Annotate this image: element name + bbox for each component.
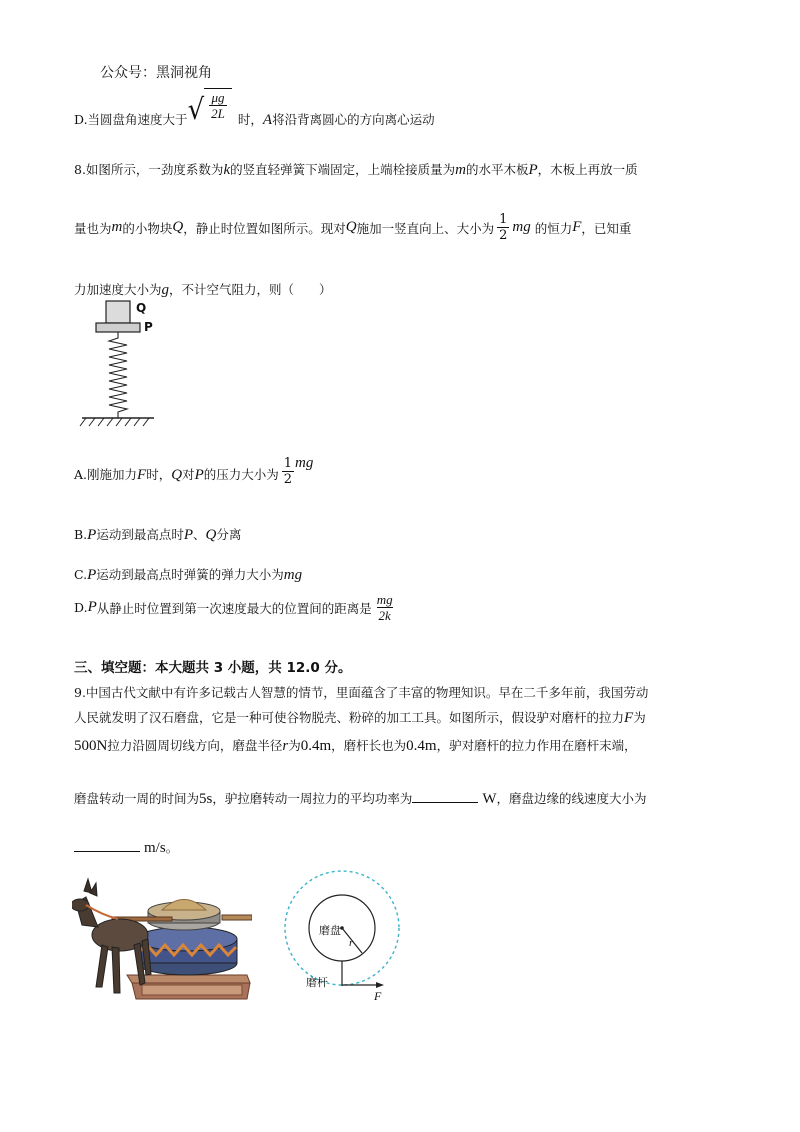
spring-figure — [74, 298, 164, 433]
q8-option-a — [74, 455, 313, 486]
q9-line-3 — [74, 736, 637, 755]
var-k: k — [223, 162, 231, 178]
q8-text: C. — [74, 567, 88, 582]
q8-option-d — [74, 593, 398, 622]
q9-line-4 — [74, 789, 647, 808]
var-p: P — [183, 527, 194, 543]
label-mogan: 磨杆 — [306, 976, 328, 989]
q8-text: 的水平木板 — [465, 162, 529, 177]
value-force: 500N — [74, 738, 108, 754]
var-m: m — [111, 219, 123, 235]
q8-text: 的恒力 — [534, 220, 573, 236]
q9-text: ，驴拉磨转动一周拉力的平均功率为 — [212, 791, 413, 806]
q8-text: ，已知重 — [581, 220, 632, 236]
q8-option-b — [74, 525, 241, 544]
fig-label-q: Q — [136, 301, 147, 315]
q8-text: 的压力大小为 — [203, 467, 279, 482]
fraction-half: $\frac{1}{2}$ — [499, 212, 508, 243]
q9-text: 拉力沿圆周切线方向，磨盘半径 — [107, 738, 283, 753]
sqrt-numerator: μg — [211, 90, 225, 105]
q9-text: ，驴对磨杆的拉力作用在磨杆末端， — [436, 738, 637, 753]
q8-text: 力加速度大小为 — [74, 282, 162, 297]
answer-blank-speed[interactable] — [74, 851, 140, 852]
answer-blank-power[interactable] — [412, 802, 478, 803]
q8-text: 运动到最高点时 — [96, 527, 184, 542]
q8-text: A.刚施加力 — [74, 467, 138, 482]
q8-text: 8.如图所示，一劲度系数为 — [74, 162, 224, 177]
var-q: Q — [205, 527, 217, 543]
q8-text: ，静止时位置如图所示。现对 — [183, 220, 346, 236]
var-m: m — [455, 162, 466, 178]
value-rod: 0.4m — [406, 738, 437, 754]
var-p: P — [194, 467, 204, 483]
q9-line-5 — [74, 838, 178, 857]
var-q: Q — [172, 219, 184, 235]
q8-line-1 — [74, 160, 638, 179]
label-r: r — [349, 937, 354, 949]
fraction-mg-2k: $\frac{mg}{2k}$ — [376, 592, 393, 623]
q8-text: 运动到最高点时弹簧的弹力大小为 — [96, 567, 284, 582]
millstone-diagram — [272, 868, 412, 1008]
var-f: F — [137, 467, 147, 483]
var-p: P — [87, 567, 97, 583]
donkey-millstone-image — [72, 875, 252, 1005]
value-time: 5s — [199, 791, 213, 807]
q8-line-3 — [74, 280, 332, 299]
q9-line-1: 9.中国古代文献中有许多记载古人智慧的情节，里面蕴含了丰富的物理知识。早在二千多年前，我国劳动 — [74, 685, 649, 700]
var-mg: mg — [283, 567, 303, 583]
sqrt-denominator: 2L — [211, 106, 225, 121]
q9-text: ，磨盘边缘的线速度大小为 — [496, 791, 647, 806]
q9-text: 为 — [633, 710, 646, 725]
q8-text: 、 — [193, 527, 206, 542]
q8-text: 施加一竖直向上、大小为 — [356, 220, 495, 236]
q7-option-d — [74, 88, 435, 132]
var-p: P — [87, 599, 97, 615]
var-q: Q — [345, 219, 357, 235]
q9-text: ，磨杆长也为 — [331, 738, 407, 753]
var-f: F — [624, 710, 634, 726]
q8-text: B. — [74, 527, 88, 542]
q9-text: 为 — [288, 738, 301, 753]
q8-text: 分离 — [216, 527, 242, 542]
var-p: P — [528, 162, 538, 178]
var-f: F — [572, 219, 582, 235]
var-r: r — [282, 738, 289, 754]
q7-d-text: 时， — [237, 112, 263, 127]
q9-text: 磨盘转动一周的时间为 — [74, 791, 200, 806]
q8-option-c — [74, 565, 302, 584]
q9-text: 人民就发明了汉石磨盘，它是一种可使谷物脱壳、粉碎的加工工具。如图所示，假设驴对磨杆的拉力 — [74, 710, 625, 725]
unit-w: W — [482, 791, 497, 807]
section-title: 三、填空题：本大题共 3 小题，共 12.0 分。 — [74, 660, 352, 676]
var-mg: mg — [295, 455, 314, 471]
q8-text: 时， — [146, 467, 172, 482]
q7-d-label: D.当圆盘角速度大于 — [74, 112, 188, 127]
var-g: g — [161, 282, 170, 298]
unit-ms: m/s — [144, 840, 166, 856]
var-p: P — [87, 527, 97, 543]
q8-text: 量也为 — [74, 220, 112, 236]
value-radius: 0.4m — [300, 738, 332, 754]
q7-d-tail: 将沿背离圆心的方向离心运动 — [272, 112, 435, 127]
q8-text: ，木板上再放一质 — [537, 162, 638, 177]
q8-text: ，不计空气阻力，则（ ） — [169, 282, 332, 297]
fraction-half: $\frac{1}{2}$ — [283, 456, 293, 487]
q8-text: 的小物块 — [122, 220, 173, 236]
q8-text: 的竖直轻弹簧下端固定，上端栓接质量为 — [230, 162, 456, 177]
label-mopan: 磨盘 — [319, 924, 341, 937]
watermark-text: 公众号：黑洞视角 — [100, 65, 212, 81]
q9-text: 。 — [165, 840, 179, 855]
label-f: F — [374, 989, 382, 1003]
q8-text: 对 — [182, 467, 195, 482]
q9-line-2 — [74, 708, 646, 727]
q8-text: 从静止时位置到第一次速度最大的位置间的距离是 — [96, 600, 372, 616]
q8-line-2 — [74, 213, 631, 242]
var-mg: mg — [512, 219, 531, 235]
sqrt-expression: √ $\frac{\mu g}{2L}$ — [188, 88, 232, 132]
fig-label-p: P — [144, 320, 153, 334]
q7-d-var: A — [262, 112, 273, 128]
q8-text: D. — [74, 600, 88, 615]
var-q: Q — [171, 467, 183, 483]
